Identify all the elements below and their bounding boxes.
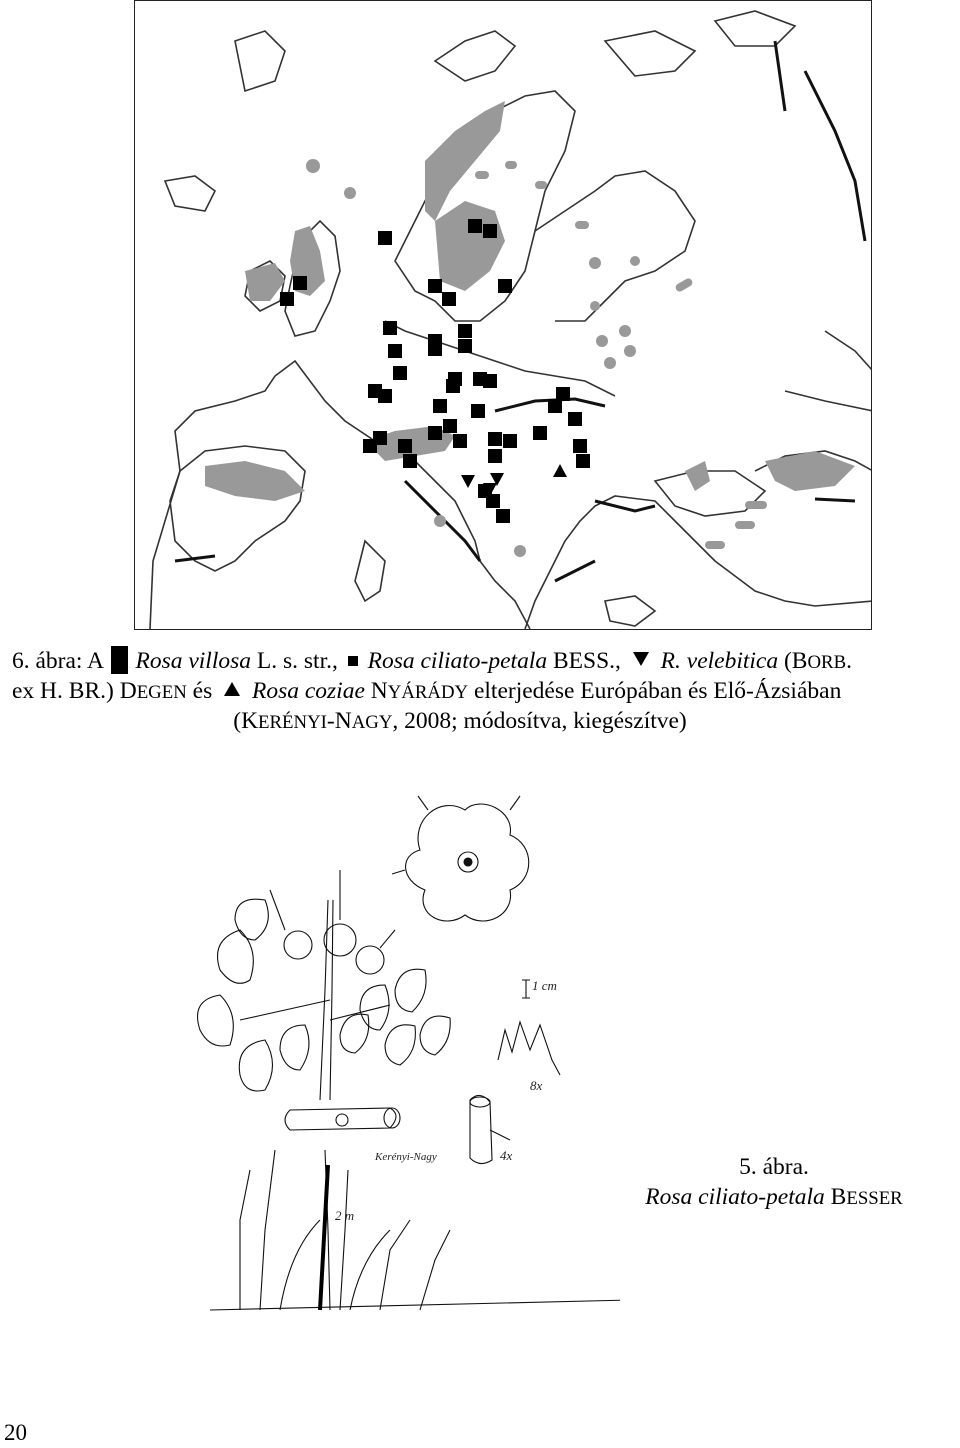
large-square-marker-icon <box>111 646 128 674</box>
occurrence-square-marker <box>368 384 382 398</box>
figure-5-caption <box>600 1152 948 1214</box>
botanical-drawing <box>180 790 620 1320</box>
kerenyi-rest: ERÉNYI <box>258 712 327 733</box>
height-2m-label: 2 m <box>335 1208 355 1223</box>
caption-line2-tail: elterjedése Európában és Elő-Ázsiában <box>468 678 842 704</box>
nyarady-rest: YÁRÁDY <box>387 682 469 703</box>
occurrence-square-marker <box>428 426 442 440</box>
occurrence-square-marker <box>458 339 472 353</box>
species3-author-smallcaps: ORB <box>807 652 847 673</box>
degen-initial: D <box>119 678 137 704</box>
log-base <box>285 1108 400 1130</box>
occurrence-square-marker <box>568 412 582 426</box>
zoom-4x-label: 4x <box>500 1148 513 1163</box>
scale-1cm-label: 1 cm <box>532 978 557 993</box>
figure-5-label: 5. ábra. <box>739 1154 809 1180</box>
down-triangle-marker-icon <box>633 652 649 666</box>
nagy-rest: AGY <box>351 712 393 733</box>
species2-author: BESS., <box>547 648 627 674</box>
detail-magnified <box>470 980 560 1164</box>
range-limit-lines <box>175 41 865 581</box>
occurrence-square-marker <box>388 344 402 358</box>
figure-5-species: Rosa ciliato-petala <box>645 1184 825 1210</box>
leaves <box>198 899 451 1091</box>
zoom-8x-label: 8x <box>530 1078 543 1093</box>
occurrence-square-marker <box>498 279 512 293</box>
occurrence-square-marker <box>471 404 485 418</box>
occurrence-square-marker <box>428 279 442 293</box>
shrub-outline <box>210 1150 620 1310</box>
small-square-marker-icon <box>348 656 358 666</box>
occurrence-square-marker <box>488 432 502 446</box>
rosa-drawing-svg <box>180 790 620 1320</box>
besser-initial: B <box>824 1184 847 1210</box>
nyarady-initial: N <box>364 678 388 704</box>
kerenyi-initial: K <box>241 708 259 734</box>
occurrence-square-marker <box>363 439 377 453</box>
caption-line-2 <box>12 677 948 707</box>
occurrence-square-marker <box>446 379 460 393</box>
occurrence-down-triangle-marker <box>461 475 475 488</box>
occurrence-square-marker <box>378 231 392 245</box>
page-number: 20 <box>4 1420 27 1445</box>
occurrence-square-marker <box>503 434 517 448</box>
occurrence-square-marker <box>533 426 547 440</box>
occurrence-square-marker <box>486 494 500 508</box>
species1-author: L. s. str., <box>251 648 344 674</box>
occurrence-square-marker <box>573 439 587 453</box>
species-rosa-ciliato-petala: Rosa ciliato-petala <box>367 648 548 674</box>
height-scale-bar <box>320 1165 328 1310</box>
up-triangle-marker-icon <box>224 682 240 696</box>
caption-line-3 <box>12 707 948 737</box>
caption-line2-start: ex H. BR.) <box>12 678 120 704</box>
occurrence-square-marker <box>556 387 570 401</box>
artist-signature: Kerényi-Nagy <box>375 1151 437 1163</box>
occurrence-square-marker <box>468 219 482 233</box>
occurrence-square-marker <box>433 399 447 413</box>
occurrence-square-marker <box>442 292 456 306</box>
paren-open: ( <box>233 708 242 734</box>
degen-rest: EGEN <box>136 682 187 703</box>
caption-line3-tail: , 2008; módosítva, kiegészítve) <box>392 708 687 734</box>
occurrence-square-marker <box>280 292 294 306</box>
figure-6-caption <box>12 646 948 737</box>
occurrence-square-marker <box>403 454 417 468</box>
occurrence-square-marker <box>483 374 497 388</box>
species3-author-open: (B <box>778 648 808 674</box>
occurrence-square-marker <box>458 324 472 338</box>
europe-map-svg <box>135 1 872 630</box>
occurrence-square-marker <box>398 439 412 453</box>
occurrence-square-marker <box>576 454 590 468</box>
occurrence-square-marker <box>483 224 497 238</box>
distribution-map <box>134 0 872 630</box>
besser-rest: ESSER <box>846 1188 903 1209</box>
caption-prefix: 6. ábra: A <box>12 648 109 674</box>
occurrence-square-marker <box>443 419 457 433</box>
flower-drawing <box>392 796 529 921</box>
occurrence-square-marker <box>293 276 307 290</box>
occurrence-square-marker <box>496 509 510 523</box>
main-stem <box>320 900 333 1100</box>
caption-line-1 <box>12 646 948 677</box>
occurrence-square-marker <box>383 321 397 335</box>
coastlines <box>150 11 872 629</box>
species3-author-end: . <box>846 648 852 674</box>
conj-es: és <box>186 678 219 704</box>
range-areas <box>205 101 855 557</box>
occurrence-square-marker <box>453 434 467 448</box>
occurrence-square-marker <box>488 449 502 463</box>
species-r-velebitica: R. velebitica <box>660 648 779 674</box>
figure-5-species-line <box>600 1182 948 1214</box>
species-rosa-villosa: Rosa villosa <box>135 648 252 674</box>
occurrence-up-triangle-marker <box>553 464 567 477</box>
nagy-initial: -N <box>326 708 352 734</box>
species-rosa-coziae: Rosa coziae <box>251 678 365 704</box>
occurrence-square-marker <box>428 342 442 356</box>
occurrence-square-marker <box>393 366 407 380</box>
occurrence-square-marker <box>548 399 562 413</box>
